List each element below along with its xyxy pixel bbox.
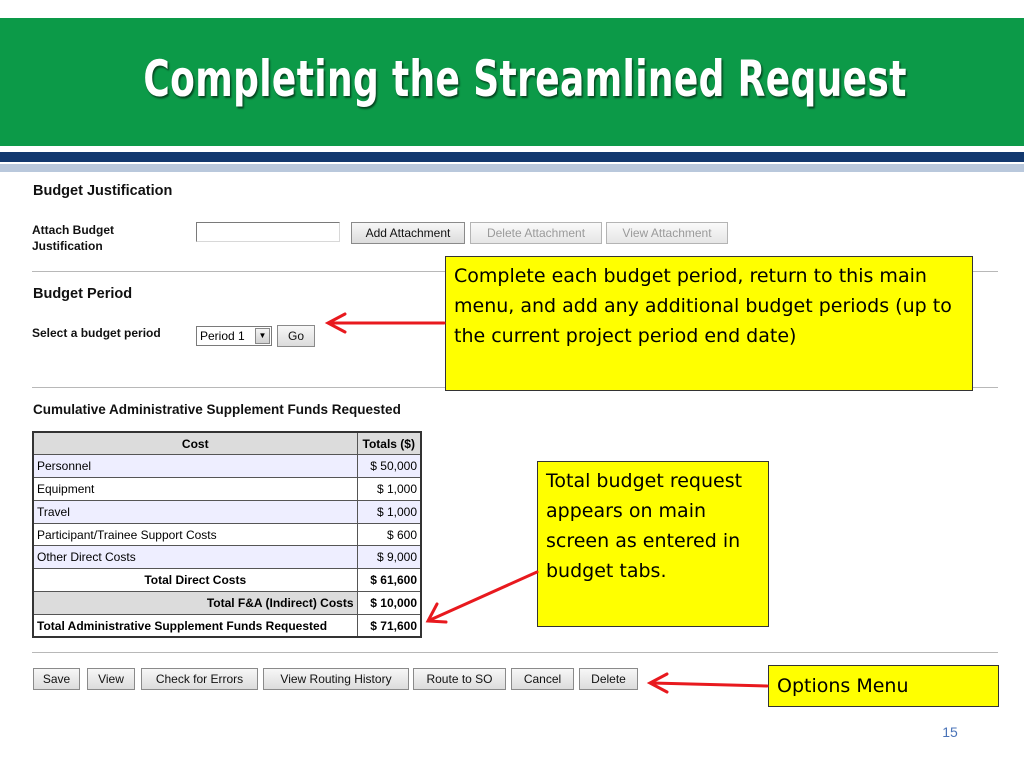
total-cell: $ 1,000 (357, 478, 421, 501)
save-button[interactable]: Save (33, 668, 80, 690)
select-period-label: Select a budget period (32, 326, 161, 340)
table-row (33, 614, 421, 637)
table-row (33, 500, 421, 523)
slide-header (0, 0, 1024, 150)
column-header-cost: Cost (33, 432, 357, 455)
arrow-to-total (430, 572, 537, 620)
budget-period-value: Period 1 (200, 329, 245, 343)
arrowhead-options (650, 674, 667, 692)
light-divider (0, 164, 1024, 172)
cumulative-funds-table (32, 431, 422, 638)
total-cell: $ 9,000 (357, 546, 421, 569)
options-menu-callout: Options Menu (768, 665, 999, 707)
go-button[interactable]: Go (277, 325, 315, 347)
table-row (33, 592, 421, 615)
route-to-so-button[interactable]: Route to SO (413, 668, 506, 690)
budget-justification-heading: Budget Justification (33, 183, 173, 199)
cost-cell: Participant/Trainee Support Costs (33, 523, 357, 546)
check-for-errors-button[interactable]: Check for Errors (141, 668, 258, 690)
delete-button[interactable]: Delete (579, 668, 638, 690)
delete-attachment-button[interactable]: Delete Attachment (470, 222, 602, 244)
page-number: 15 (942, 724, 958, 740)
cost-cell: Total Administrative Supplement Funds Requested (33, 614, 357, 637)
cost-cell: Other Direct Costs (33, 546, 357, 569)
add-attachment-button[interactable]: Add Attachment (351, 222, 465, 244)
view-attachment-button[interactable]: View Attachment (606, 222, 728, 244)
table-row (33, 455, 421, 478)
table-row (33, 523, 421, 546)
column-header-totals: Totals ($) (357, 432, 421, 455)
total-cell: $ 10,000 (357, 592, 421, 615)
view-button[interactable]: View (87, 668, 135, 690)
arrow-to-options (652, 683, 767, 686)
cancel-button[interactable]: Cancel (511, 668, 574, 690)
cost-cell: Total Direct Costs (33, 569, 357, 592)
navy-divider (0, 152, 1024, 162)
cost-cell: Equipment (33, 478, 357, 501)
total-cell: $ 600 (357, 523, 421, 546)
budget-period-heading: Budget Period (33, 286, 133, 302)
cost-cell: Travel (33, 500, 357, 523)
attachment-file-input[interactable] (196, 222, 340, 242)
total-cell: $ 50,000 (357, 455, 421, 478)
cost-cell: Personnel (33, 455, 357, 478)
table-row (33, 478, 421, 501)
view-routing-history-button[interactable]: View Routing History (263, 668, 409, 690)
arrowhead-total (428, 604, 446, 622)
slide-title: Completing the Streamlined Request (143, 50, 907, 108)
total-cell: $ 1,000 (357, 500, 421, 523)
arrowhead-period (328, 314, 345, 332)
table-row (33, 569, 421, 592)
chevron-down-icon[interactable]: ▼ (255, 328, 270, 344)
total-budget-callout: Total budget request appears on main screen as entered in budget tabs. (537, 461, 769, 627)
total-cell: $ 71,600 (357, 614, 421, 637)
cost-cell: Total F&A (Indirect) Costs (33, 592, 357, 615)
section-divider (32, 652, 998, 653)
budget-period-select[interactable] (196, 326, 272, 346)
table-row (33, 546, 421, 569)
cumulative-heading: Cumulative Administrative Supplement Funds Requested (33, 402, 401, 417)
total-cell: $ 61,600 (357, 569, 421, 592)
budget-period-callout: Complete each budget period, return to this main menu, and add any additional budget periods (up to the current project period end date) (445, 256, 973, 391)
attach-label: Attach Budget Justification (32, 223, 114, 253)
